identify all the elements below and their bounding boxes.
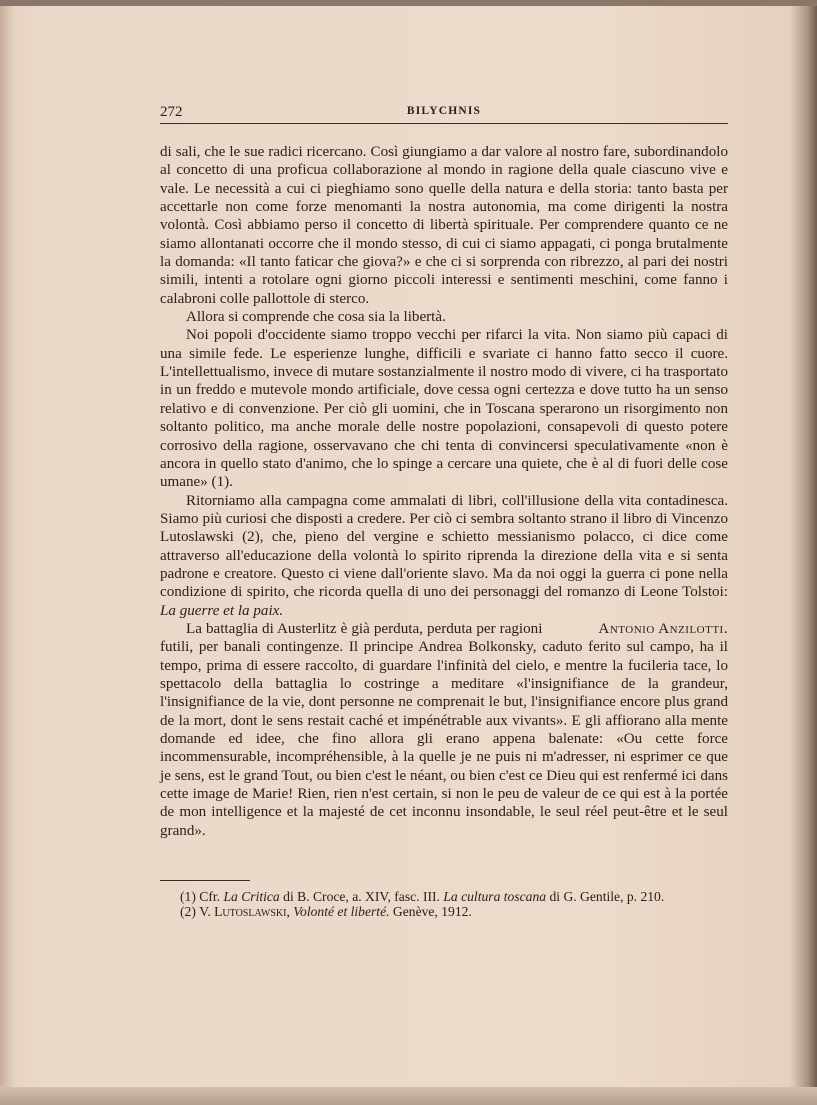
article-body (160, 143, 728, 840)
footnote-1 (180, 889, 740, 904)
paragraph-3: Noi popoli d'occidente siamo troppo vecchi per rifarci la vita. Non siamo più capaci di una simile fede. Le esperienze lunghe, difficili e svariate ci hanno fatto secco il cuore. L'intellettualismo, invece di mutare sostanzialmente il nostro modo di vivere, ci ha trasportato in un freddo e mutevole mondo artificiale, dove cessa ogni certezza e dove tutto ha un senso relativo e di convenzione. Per ciò gli uomini, che in Toscana sperarono un risorgimento non soltanto politico, ma anche morale delle nostre popolazioni, consapevoli di questo potere corrosivo della ragione, osservavano che chi tenta di convincersi speculativamente «non è ancora in quello stato d'animo, che lo spinge a cercare una quiete, che è al di fuori delle cose umane» (1). (160, 327, 728, 491)
footnote-1-journal: La Critica (223, 889, 280, 904)
footnote-1-book: La cultura toscana (443, 889, 547, 904)
paragraph-1: di sali, che le sue radici ricercano. Così giungiamo a dar valore al nostro fare, subordinandolo al concetto di una proficua collaborazione al mondo in ragione della quale ciascuno vive e vale. Le necessità a cui ci pieghiamo sono quelle della natura e della storia: tanto basta per accettarle non come forze menomanti la nostra autonomia, ma come dirigenti la nostra volontà. Così abbiamo perso il concetto di libertà spirituale. Per comprendere quanto ce ne siamo allontanati occorre che il mondo stesso, di cui ci siamo appagati, ci ponga brutalmente la domanda: «Il tanto faticar che giova?» e che ci si sorprenda con ribrezzo, al pari dei nostri simili, intenti a rotolare ogni giorno piccoli interessi e sentimenti meschini, come fanno i calabroni colle pallottole di sterco. (160, 144, 728, 307)
paragraph-5 (160, 620, 728, 840)
footnote-2-imprint: Genève, 1912. (392, 904, 472, 919)
footnote-rule (160, 880, 250, 881)
book-title-war-and-peace: La guerre et la paix. (160, 602, 284, 619)
footnote-1-number: (1) (180, 889, 196, 904)
footnote-2-author: V. Lutoslawski, (199, 904, 290, 919)
header-rule (160, 123, 728, 124)
paragraph-4 (160, 492, 728, 620)
journal-title: BILYCHNIS (406, 105, 482, 117)
footnote-1-text-2: di B. Croce, a. XIV, fasc. III. (283, 889, 440, 904)
paragraph-2: Allora si comprende che cosa sia la libertà. (186, 309, 446, 326)
page-number: 272 (160, 104, 183, 120)
paragraph-5-text: La battaglia di Austerlitz è già perduta, perduta per ragioni futili, per banali contingenze. Il principe Andrea Bolkonsky, caduto ferito sul campo, ha il tempo, prima di essere raccolto, di guardare l'infinità del cielo, e mentre la fucileria tace, lo spettacolo della battaglia lo costringe a meditare «l'insignifiance de la grandeur, l'insignifiance de la vie, dont personne ne comprenait le but, l'insignifiance encore plus grand de la mort, dont le sens restait caché et impénétrable aux vivants». E gli affiorano alla mente domande ed idee, che fino allora gli erano appena balenate: «Ou cette force incommensurable, incompréhensible, à la quelle je ne puis ni m'adresser, ni esprimer ce que je sens, est le grand Tout, ou bien c'est le néant, ou bien c'est ce Dieu qui est renfermé ici dans cette image de Marie! Rien, rien n'est certain, si non le peu de valeur de ce qui est à la portée de mon intelligence et la majesté de cet inconnu insondable, le seul réel peut-être et le seul grand». (160, 620, 728, 839)
footnote-2 (180, 904, 740, 919)
footnote-1-text-3: di G. Gentile, p. 210. (549, 889, 665, 904)
paragraph-4-text: Ritorniamo alla campagna come ammalati di libri, coll'illusione della vita contadinesca. Siamo più curiosi che disposti a credere. Per ciò ci sembra soltanto strano il libro di Vincenzo Lutoslawski (2), che, pieno del vergine e schietto messianismo polacco, ci dice come attraverso all'educazione della volontà lo spirito riprenda la direzione della vita e si senta padrone e creatore. Questo ci viene dall'oriente slavo. Ma da noi oggi la guerra ci pone nella condizione di spirito, che ricorda quella di uno dei personaggi del romanzo di Leone Tolstoi: (160, 492, 728, 601)
page-bottom-edge (0, 1087, 817, 1105)
footnote-1-text: Cfr. (199, 889, 221, 904)
page-top-edge (0, 0, 817, 6)
footnote-2-title: Volonté et liberté. (293, 904, 390, 919)
author-signature: Antonio Anzilotti. (598, 620, 728, 637)
footnotes (180, 889, 740, 919)
running-head (160, 104, 728, 124)
footnote-2-number: (2) (180, 904, 196, 919)
